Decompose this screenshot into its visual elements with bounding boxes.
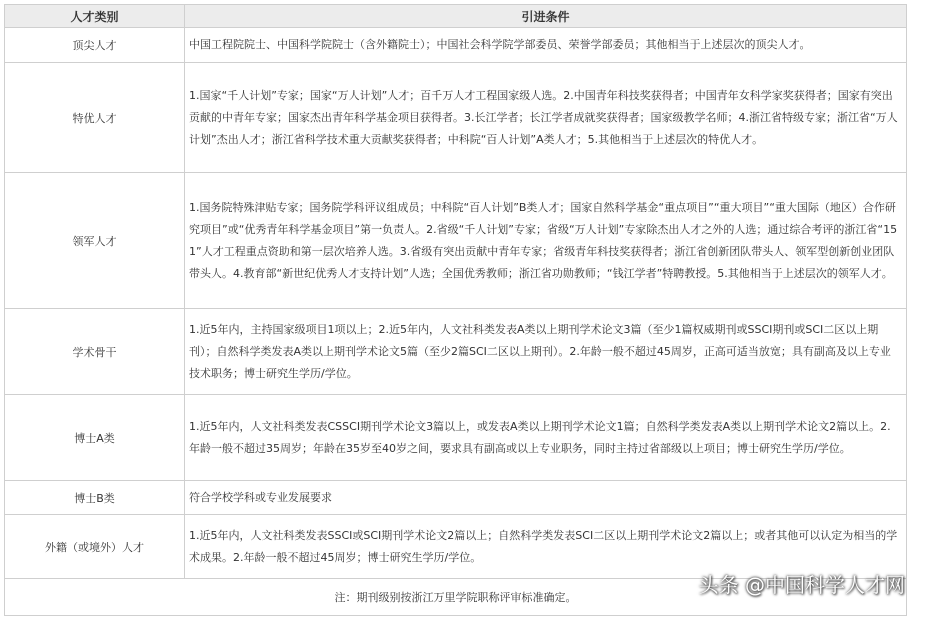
row-category: 外籍（或境外）人才 [5, 515, 185, 579]
row-condition: 中国工程院院士、中国科学院院士（含外籍院士）；中国社会科学院学部委员、荣誉学部委员；其他相当于上述层次的顶尖人才。 [185, 28, 907, 63]
table-row [5, 63, 907, 173]
talent-table [4, 4, 907, 616]
row-category: 博士B类 [5, 481, 185, 515]
row-condition: 1.国家“千人计划”专家；国家“万人计划”人才；百千万人才工程国家级人选。2.中国青年科技奖获得者；中国青年女科学家奖获得者；国家有突出贡献的中青年专家；国家杰出青年科学基金项目获得者。3.长江学者；长江学者成就奖获得者；国家级教学名师；4.浙江省特级专家；浙江省“万人计划”杰出人才；浙江省科学技术重大贡献奖获得者；中科院“百人计划”A类人才；5.其他相当于上述层次的特优人才。 [185, 63, 907, 173]
row-condition: 1.近5年内，人文社科类发表SSCI或SCI期刊学术论文2篇以上；自然科学类发表SCI二区以上期刊学术论文2篇以上；或者其他可以认定为相当的学术成果。2.年龄一般不超过45周岁；博士研究生学历/学位。 [185, 515, 907, 579]
header-category: 人才类别 [5, 5, 185, 28]
row-category: 领军人才 [5, 173, 185, 309]
row-condition: 1.近5年内，人文社科类发表CSSCI期刊学术论文3篇以上，或发表A类以上期刊学术论文1篇；自然科学类发表A类以上期刊学术论文2篇以上。2.年龄一般不超过35周岁；年龄在35岁至40岁之间，要求具有副高或以上专业职务，同时主持过省部级以上项目；博士研究生学历/学位。 [185, 395, 907, 481]
table-header-row [5, 5, 907, 28]
row-condition: 1.近5年内，主持国家级项目1项以上；2.近5年内，人文社科类发表A类以上期刊学术论文3篇（至少1篇权威期刊或SSCI期刊或SCI二区以上期刊）；自然科学类发表A类以上期刊学术论文5篇（至少2篇SCI二区以上期刊）。2.年龄一般不超过45周岁，正高可适当放宽；具有副高及以上专业技术职务；博士研究生学历/学位。 [185, 309, 907, 395]
row-category: 顶尖人才 [5, 28, 185, 63]
row-condition: 符合学校学科或专业发展要求 [185, 481, 907, 515]
table-row [5, 481, 907, 515]
watermark: 头条 @中国科学人才网 [698, 573, 905, 597]
table-row [5, 395, 907, 481]
row-category: 特优人才 [5, 63, 185, 173]
row-condition: 1.国务院特殊津贴专家；国务院学科评议组成员；中科院“百人计划”B类人才；国家自然科学基金“重点项目”“重大项目”“重大国际（地区）合作研究项目”或“优秀青年科学基金项目”第一负责人。2.省级“千人计划”专家；省级“万人计划”专家除杰出人才之外的人选；通过综合考评的浙江省“151”人才工程重点资助和第一层次培养人选。3.省级有突出贡献中青年专家；省级青年科技奖获得者；浙江省创新团队带头人、领军型创新创业团队带头人。4.教育部“新世纪优秀人才支持计划”人选；全国优秀教师；浙江省功勋教师；“钱江学者”特聘教授。5.其他相当于上述层次的领军人才。 [185, 173, 907, 309]
row-category: 博士A类 [5, 395, 185, 481]
table-row [5, 309, 907, 395]
table-row [5, 173, 907, 309]
table-row [5, 28, 907, 63]
row-category: 学术骨干 [5, 309, 185, 395]
header-condition: 引进条件 [185, 5, 907, 28]
table-note: 注：期刊级别按浙江万里学院职称评审标准确定。 [5, 579, 907, 616]
